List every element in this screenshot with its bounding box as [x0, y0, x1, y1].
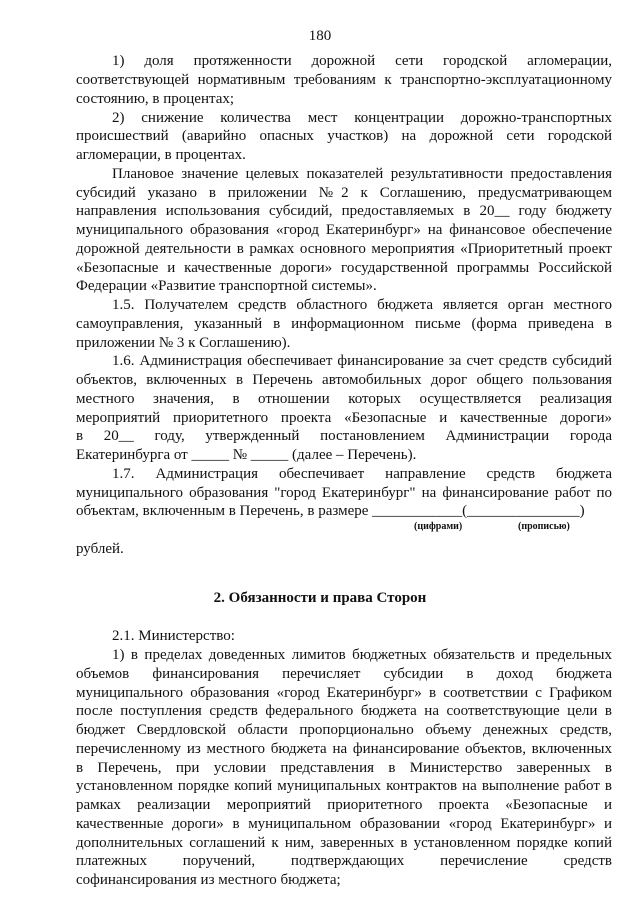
line-29: 1) в пределах доведенных лимитов бюджетных обязательств и предельных: [112, 647, 612, 663]
line-9: направления использования субсидий, предоставляемых в 20__ году бюджету: [76, 203, 612, 219]
line-14: 1.5. Получателем средств областного бюджета является орган местного: [112, 297, 612, 313]
line-39: дополнительных соглашений к ним, заверенных в установленном порядке копий: [76, 835, 612, 851]
line-10: муниципального образования «город Екатеринбург» на финансовое обеспечение: [76, 222, 612, 238]
line-25: объектам, включенным в Перечень, в размере ____________(_______________): [76, 503, 585, 519]
line-40: платежных поручений, подтверждающих перечисление средств: [76, 853, 612, 869]
line-3: состоянию, в процентах;: [76, 91, 235, 107]
line-38: качественные дороги» в муниципальном образовании «город Екатеринбург» и: [76, 816, 612, 832]
line-32: после поступления средств федерального бюджета на соответствующие цели в: [76, 703, 612, 719]
line-12: «Безопасные и качественные дороги» государственной программы Российской: [76, 260, 612, 276]
line-4: 2) снижение количества мест концентрации дорожно-транспортных: [112, 110, 612, 126]
line-15: самоуправления, указанный в информационном письме (форма приведена в: [76, 316, 612, 332]
line-8: субсидий указано в приложении №2 к Соглашению, предусматривающем: [76, 185, 612, 201]
line-17: 1.6. Администрация обеспечивает финансирование за счет средств субсидий: [112, 353, 612, 369]
line-23: 1.7. Администрация обеспечивает направление средств бюджета: [112, 466, 612, 482]
line-6: агломерации, в процентах.: [76, 147, 246, 163]
section-heading: 2. Обязанности и права Сторон: [213, 590, 427, 606]
page-number: 180: [308, 28, 332, 44]
line-36: установленном порядке копий муниципальных контрактов на выполнение работ в: [76, 778, 612, 794]
line-5: происшествий (аварийно опасных участков) на дорожной сети городской: [76, 128, 612, 144]
line-7: Плановое значение целевых показателей результативности предоставления: [112, 166, 612, 182]
line-28: 2.1. Министерство:: [112, 628, 235, 644]
line-24: муниципального образования "город Екатеринбург" на финансирование работ по: [76, 485, 612, 501]
line-31: муниципального образования «город Екатеринбург» в соответствии с Графиком: [76, 685, 612, 701]
line-16: приложении № 3 к Соглашению).: [76, 335, 291, 351]
line-1: 1) доля протяженности дорожной сети городской агломерации,: [112, 53, 612, 69]
line-34: перечисленному из местного бюджета на финансирование объектов, включенных: [76, 741, 612, 757]
sub-label-words: (прописью): [518, 521, 570, 532]
line-11: дорожной деятельности в рамках основного мероприятия «Приоритетный проект: [76, 241, 612, 257]
line-18: объектов, включенных в Перечень автомобильных дорог общего пользования: [76, 372, 612, 388]
line-22: Екатеринбурга от _____ № _____ (далее – Перечень).: [76, 447, 417, 463]
line-2: соответствующей нормативным требованиям к транспортно-эксплуатационному: [76, 72, 612, 88]
line-30: объемов финансирования перечисляет субсидии в доход бюджета: [76, 666, 612, 682]
sub-label-digits: (цифрами): [414, 521, 463, 532]
line-33: бюджет Свердловской области пропорционально объему денежных средств,: [76, 722, 612, 738]
line-37: рамках реализации мероприятий приоритетного проекта «Безопасные и: [76, 797, 612, 813]
line-26: рублей.: [76, 541, 124, 557]
line-35: в Перечень, при условии представления в Министерство заверенных в: [76, 760, 612, 776]
line-20: мероприятий приоритетного проекта «Безопасные и качественные дороги»: [76, 410, 612, 426]
line-13: Федерации «Развитие транспортной системы».: [76, 278, 377, 294]
line-41: софинансирования из местного бюджета;: [76, 872, 341, 888]
line-21: в 20__ году, утвержденный постановлением Администрации города: [76, 428, 612, 444]
line-19: местного значения, в отношении которых осуществляется реализация: [76, 391, 612, 407]
